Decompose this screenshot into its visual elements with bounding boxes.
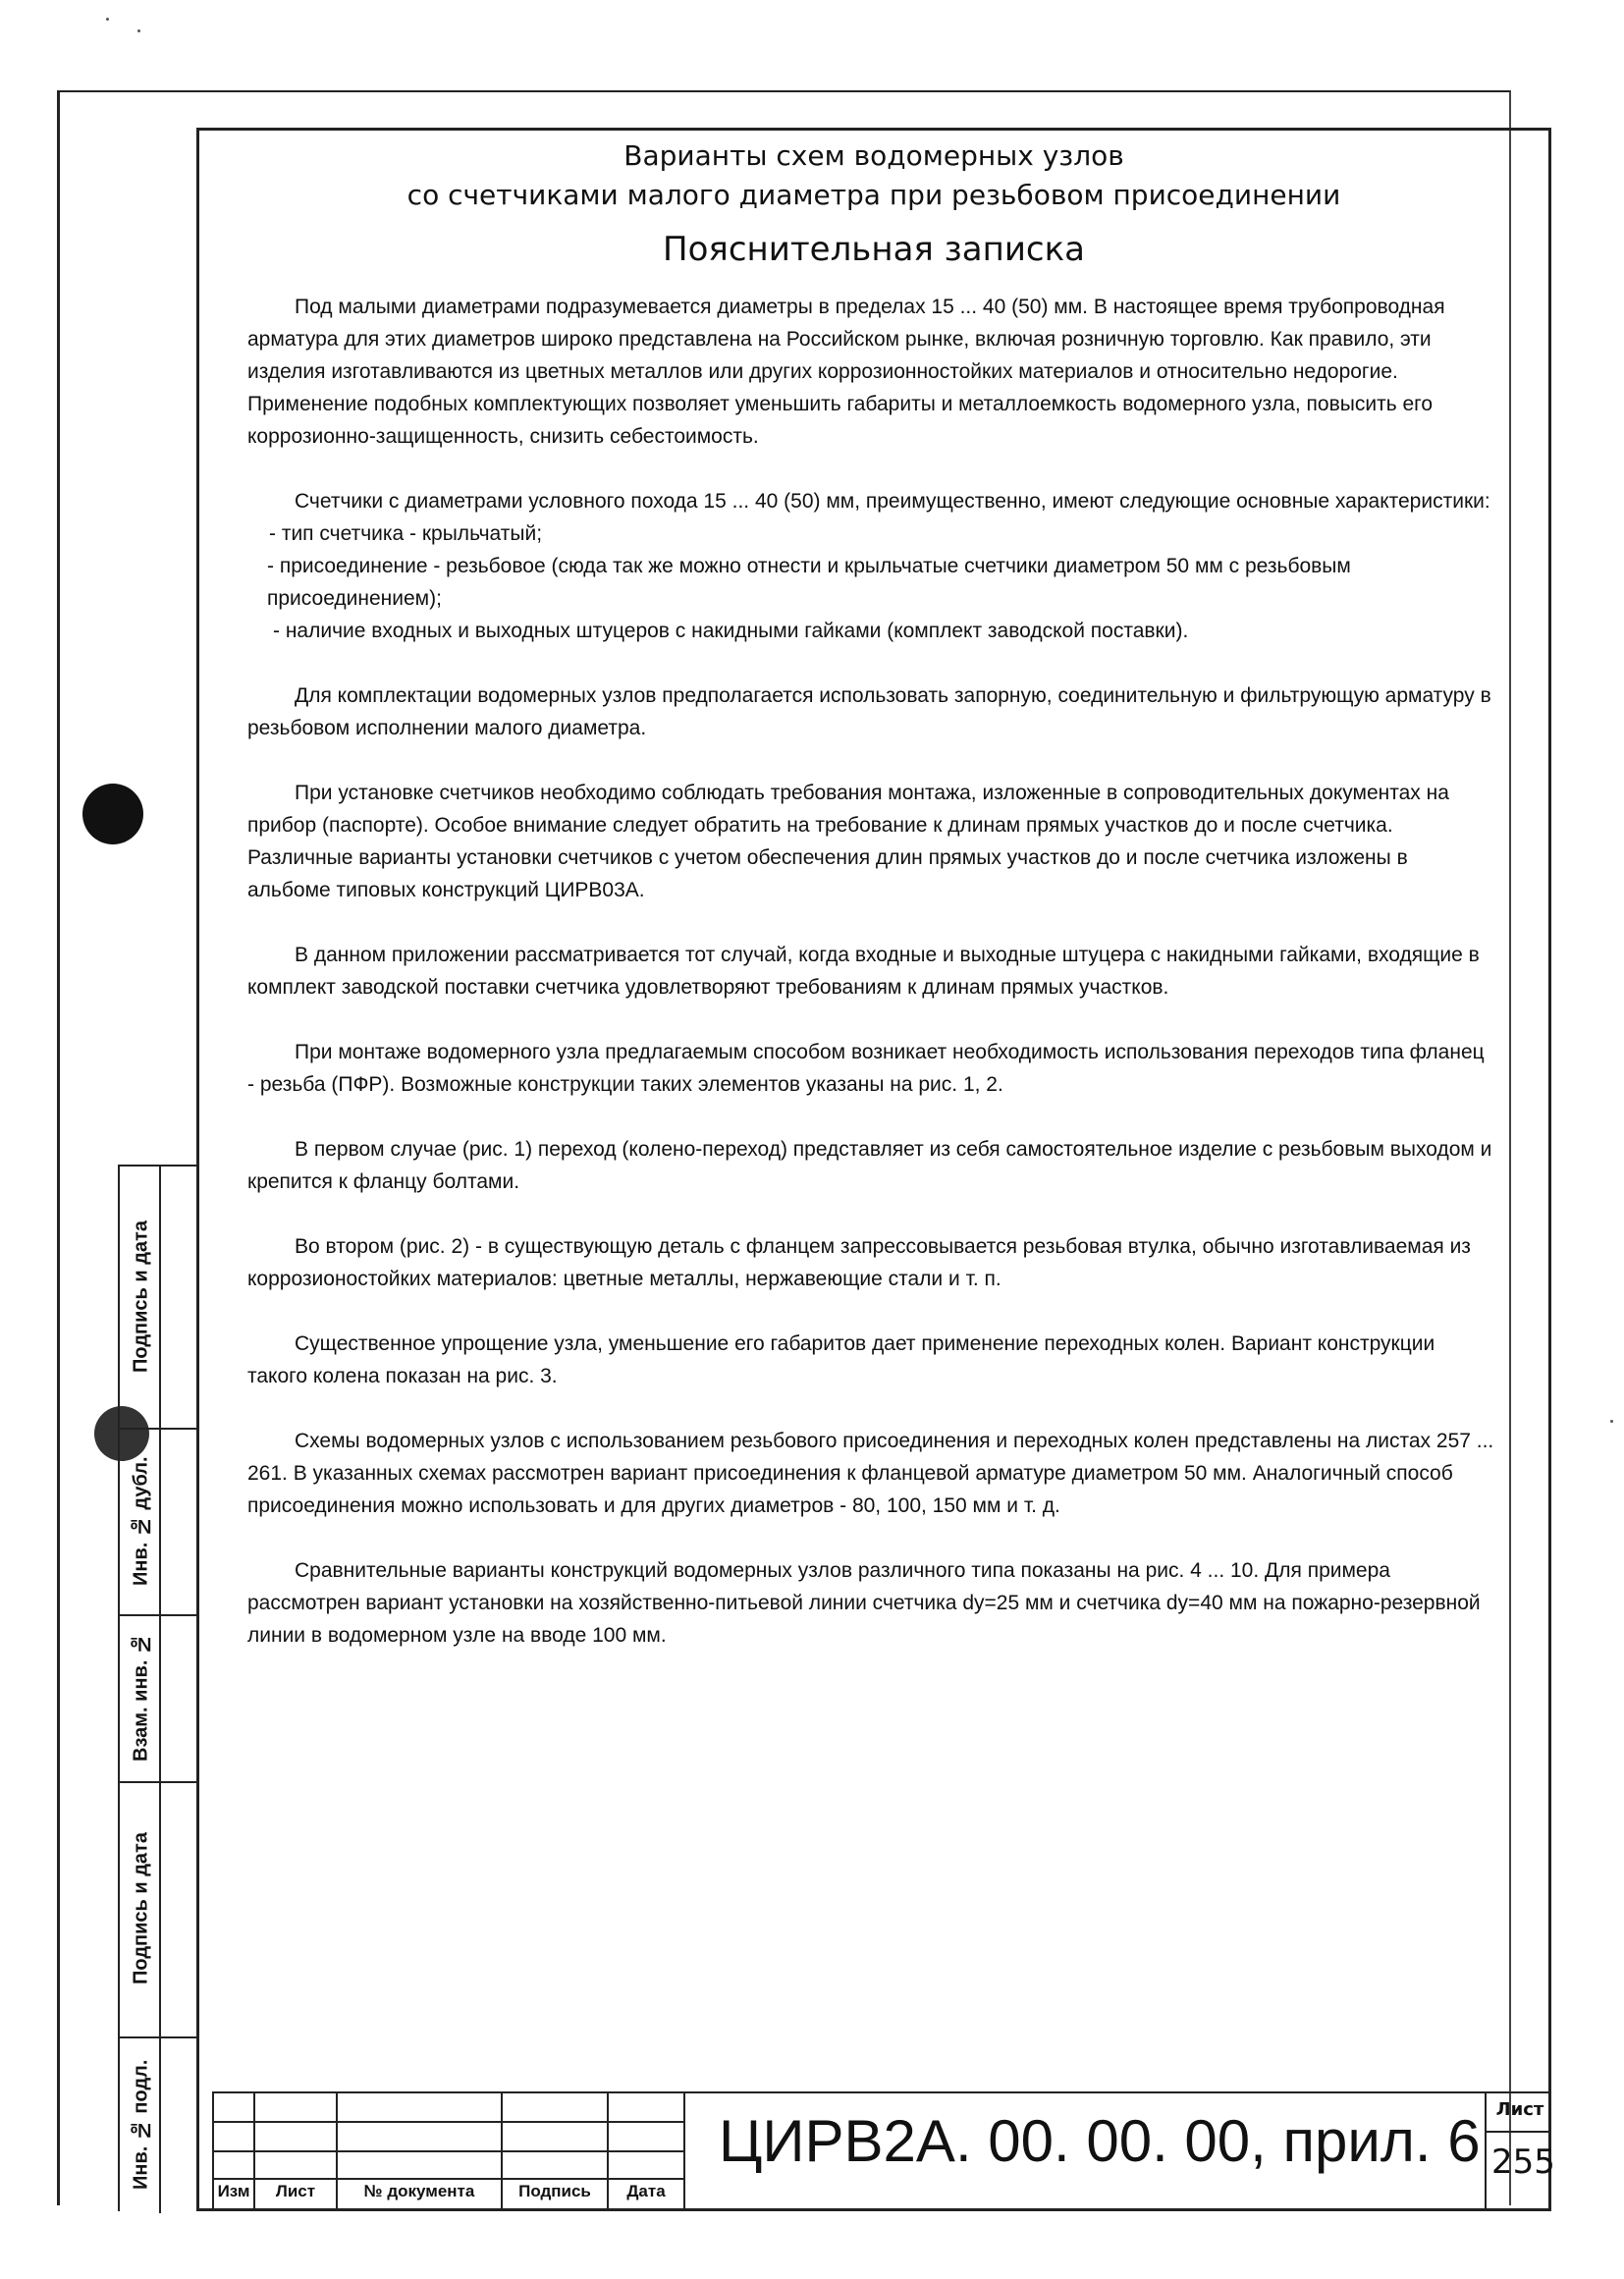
col-label-signature: Подпись bbox=[518, 2182, 591, 2200]
document-title-line-2: со счетчиками малого диаметра при резьбовом присоединении bbox=[406, 179, 1341, 211]
stamp-col-line bbox=[1485, 2091, 1487, 2211]
paragraph: Схемы водомерных узлов с использованием резьбового присоединения и переходных колен представлены на листах 257 ... 261. В указанных схемах рассмотрен вариант присоединения к фланцевой арматуре диаметром 50 мм. Аналогичный способ присоединения можно использовать и для других диаметров - 80, 100, 150 мм и т. д. bbox=[247, 1430, 1494, 1517]
paragraph: Для комплектации водомерных узлов предполагается использовать запорную, соединительную и фильтрующую арматуру в резьбовом исполнении малого диаметра. bbox=[247, 684, 1491, 739]
stamp-col-line bbox=[683, 2091, 685, 2211]
duplicate-inventory-label: Инв. № дубл. bbox=[130, 1456, 152, 1586]
document-code: ЦИРВ2А. 00. 00. 00, прил. 6 bbox=[719, 2108, 1481, 2174]
stamp-row-line bbox=[212, 2121, 683, 2123]
list-item: - тип счетчика - крыльчатый; bbox=[269, 522, 543, 545]
stamp-row-line bbox=[212, 2178, 683, 2180]
paragraph: В первом случае (рис. 1) переход (колено-переход) представляет из себя самостоятельное изделие с резьбовым выходом и крепится к фланцу болтами. bbox=[247, 1138, 1492, 1193]
sheet-number: 255 bbox=[1491, 2143, 1555, 2182]
sheet-label: Лист bbox=[1495, 2099, 1544, 2120]
paragraph: При монтаже водомерного узла предлагаемым способом возникает необходимость использования переходов типа фланец - резьба (ПФР). Возможные конструкции таких элементов указаны на рис. 1, 2. bbox=[247, 1041, 1485, 1096]
document-title-line-1: Варианты схем водомерных узлов bbox=[623, 139, 1124, 172]
signature-date-label: Подпись и дата bbox=[130, 1832, 152, 1985]
scan-speck bbox=[1610, 1420, 1613, 1423]
stamp-row-line bbox=[1485, 2131, 1551, 2133]
signature-date-label: Подпись и дата bbox=[130, 1221, 152, 1374]
punch-hole-mark bbox=[82, 784, 143, 844]
col-label-date: Дата bbox=[626, 2182, 666, 2200]
scan-speck bbox=[106, 18, 109, 21]
stamp-border bbox=[212, 2091, 1551, 2093]
list-item: - присоединение - резьбовое (сюда так же можно отнести и крыльчатые счетчики диаметром 50 мм с резьбовым присоединением); bbox=[267, 555, 1351, 610]
col-label-sheet: Лист bbox=[275, 2182, 316, 2200]
side-approval-column bbox=[118, 1165, 196, 2211]
paragraph: Сравнительные варианты конструкций водомерных узлов различного типа показаны на рис. 4 ... 10. Для примера рассмотрен вариант установки на хозяйственно-питьевой линии счетчика dу=25 мм и счетчика dу=40 мм на пожарно-резервной линии в водомерном узле на вводе 100 мм. bbox=[247, 1559, 1481, 1647]
replaced-inventory-label: Взам. инв. № bbox=[130, 1633, 152, 1763]
paragraph: Во втором (рис. 2) - в существующую деталь с фланцем запрессовывается резьбовая втулка, обычно изготавливаемая из коррозионостойких материалов: цветные металлы, нержавеющие стали и т. п. bbox=[247, 1235, 1471, 1290]
document-subtitle: Пояснительная записка bbox=[663, 230, 1085, 269]
title-block-stamp bbox=[212, 2091, 1555, 2211]
paragraph: Счетчики с диаметрами условного похода 15 ... 40 (50) мм, преимущественно, имеют следующие основные характеристики: bbox=[295, 490, 1490, 513]
list-item: - наличие входных и выходных штуцеров с накидными гайками (комплект заводской поставки). bbox=[273, 620, 1189, 642]
paragraph: В данном приложении рассматривается тот случай, когда входные и выходные штуцера с накидными гайками, входящие в комплект заводской поставки счетчика удовлетворяют требованиям к длинам прямых участков. bbox=[247, 944, 1480, 999]
original-inventory-label: Инв. № подл. bbox=[130, 2059, 152, 2191]
explanatory-note-body bbox=[247, 291, 1496, 1684]
characteristics-list bbox=[247, 517, 1496, 647]
paragraph: При установке счетчиков необходимо соблюдать требования монтажа, изложенные в сопроводительных документах на прибор (паспорте). Особое внимание следует обратить на требование к длинам прямых участков до и после счетчика. Различные варианты установки счетчиков с учетом обеспечения длин прямых участков до и после счетчика изложены в альбоме типовых конструкций ЦИРВ03А. bbox=[247, 782, 1449, 901]
paragraph: Под малыми диаметрами подразумевается диаметры в пределах 15 ... 40 (50) мм. В настоящее время трубопроводная арматура для этих диаметров широко представлена на Российском рынке, включая розничную торговлю. Как правило, эти изделия изготавливаются из цветных металлов или других коррозионностойких материалов и относительно недорогие. Применение подобных комплектующих позволяет уменьшить габариты и металлоемкость водомерного узла, повысить его коррозионно-защищенность, снизить себестоимость. bbox=[247, 296, 1445, 448]
paragraph: Существенное упрощение узла, уменьшение его габаритов дает применение переходных колен. Вариант конструкции такого колена показан на рис. 3. bbox=[247, 1332, 1435, 1387]
stamp-row-line bbox=[212, 2150, 683, 2152]
col-label-change: Изм bbox=[217, 2182, 250, 2200]
scan-speck bbox=[137, 29, 140, 32]
col-label-document-number: № документа bbox=[363, 2182, 475, 2200]
